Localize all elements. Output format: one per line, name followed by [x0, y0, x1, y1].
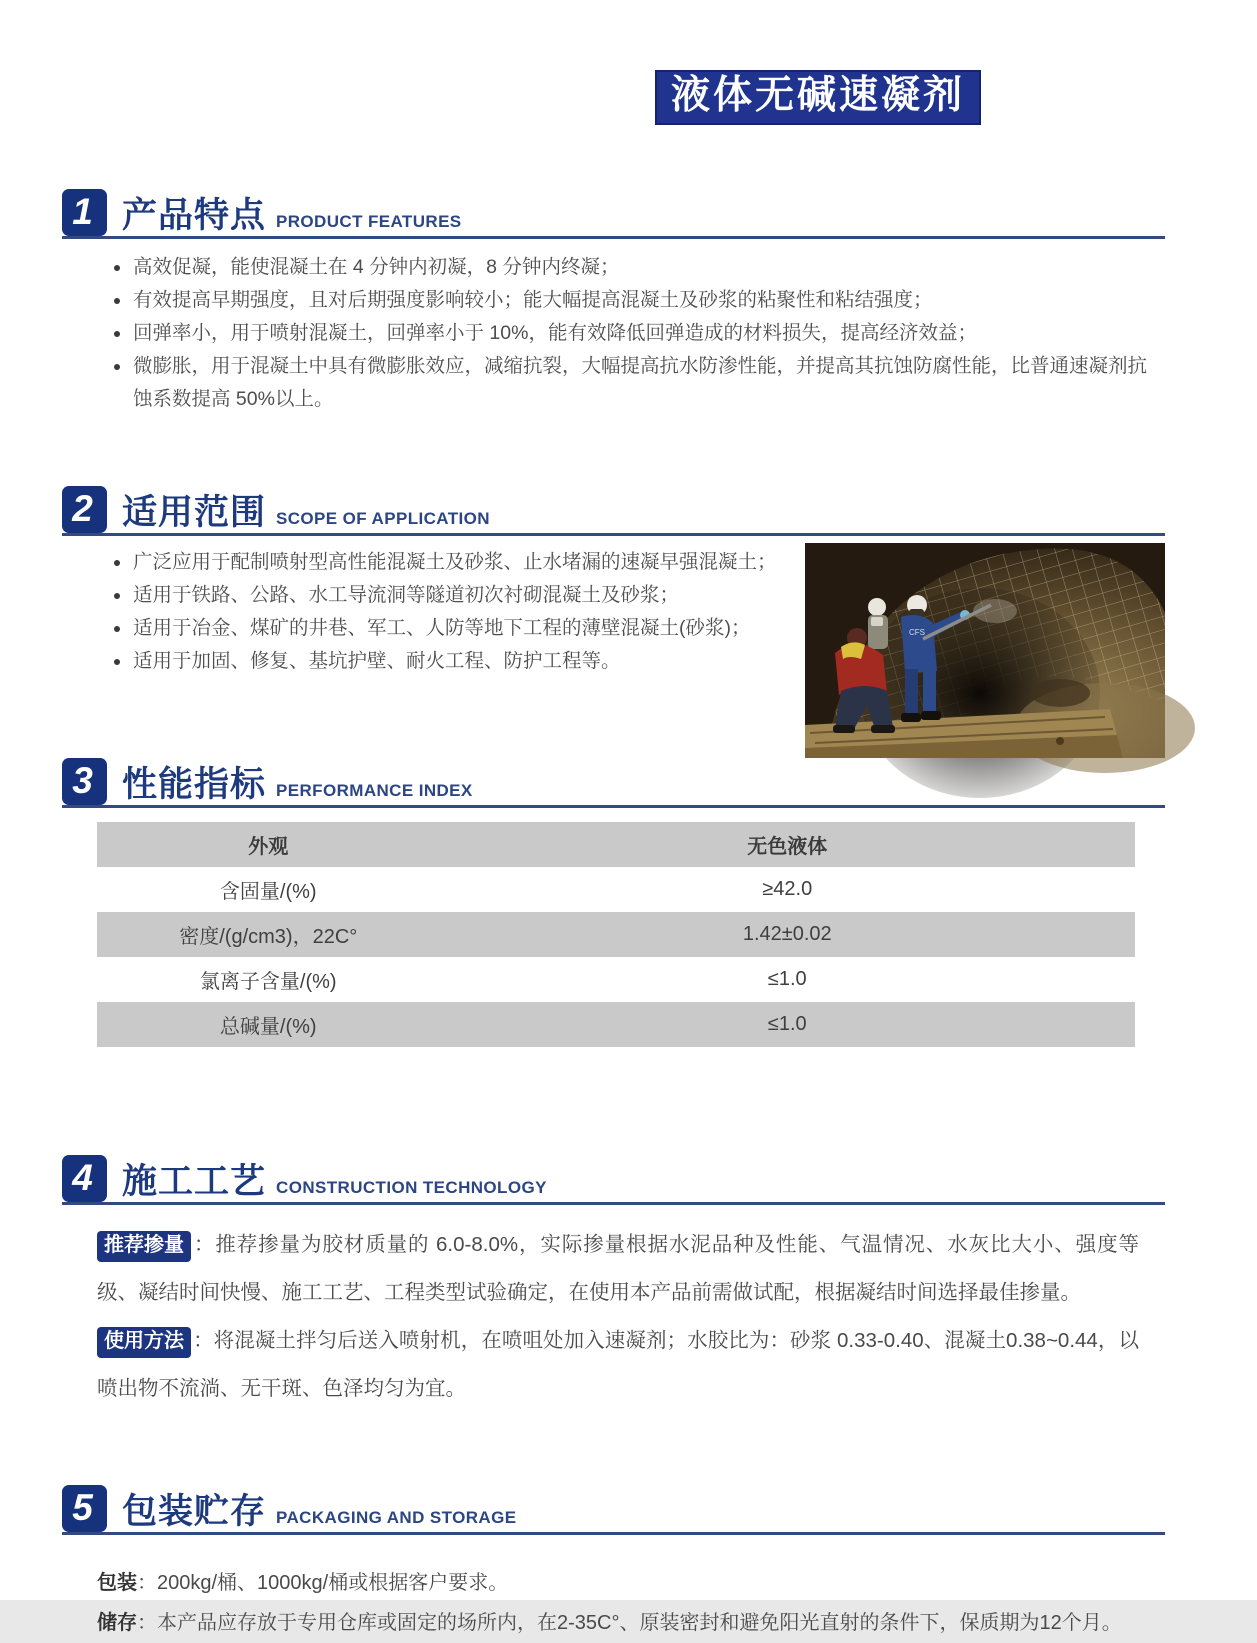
bullet-dot-icon: [114, 659, 120, 665]
table-row: [97, 822, 1135, 867]
section-title-cn: 性能指标: [122, 764, 267, 804]
bullet-dot-icon: [114, 560, 120, 566]
section-heading: [62, 1155, 1165, 1205]
list-item: [112, 317, 1165, 350]
list-item-text: 适用于加固、修复、基坑护壁、耐火工程、防护工程等。: [133, 649, 621, 672]
section-performance-index: [62, 758, 1165, 1047]
section-title-cn: 施工工艺: [122, 1161, 267, 1201]
table-row: [97, 912, 1135, 957]
table-cell-property: 含固量/(%): [219, 880, 317, 903]
list-item-text: 适用于铁路、公路、水工导流洞等隧道初次衬砌混凝土及砂浆；: [133, 583, 680, 606]
table-cell-value: ≥42.0: [762, 877, 813, 900]
list-item: [112, 612, 805, 645]
section-title-en: CONSTRUCTION TECHNOLOGY: [276, 1177, 547, 1197]
section-number-badge: 5: [62, 1485, 107, 1532]
section-product-features: [62, 189, 1165, 416]
table-cell-property: 总碱量/(%): [219, 1015, 317, 1038]
section-number-badge: 3: [62, 758, 107, 805]
table-cell-property: 外观: [248, 835, 289, 858]
section-scope-of-application: [62, 486, 1165, 758]
storage-label: 储存: [97, 1611, 137, 1634]
section-title-en: PACKAGING AND STORAGE: [276, 1507, 517, 1527]
packaging-line: [97, 1563, 1172, 1603]
bullet-dot-icon: [114, 626, 120, 632]
dosage-badge: 推荐掺量: [97, 1231, 191, 1262]
section-packaging-storage: [62, 1485, 1165, 1643]
list-item-text: 广泛应用于配制喷射型高性能混凝土及砂浆、止水堵漏的速凝早强混凝土；: [133, 550, 777, 573]
section-title-cn: 适用范围: [122, 492, 267, 532]
table-row: [97, 867, 1135, 912]
list-item: [112, 350, 1165, 416]
bullet-dot-icon: [114, 364, 120, 370]
section-construction-technology: [62, 1155, 1165, 1413]
section-title-cn: 包装贮存: [122, 1491, 267, 1531]
list-item: [112, 546, 805, 579]
section-number-badge: 4: [62, 1155, 107, 1202]
table-row: [97, 957, 1135, 1002]
tunnel-shotcrete-workers-photo: [805, 543, 1165, 758]
usage-badge: 使用方法: [97, 1327, 191, 1358]
bullet-dot-icon: [114, 331, 120, 337]
list-item-text: 微膨胀，用于混凝土中具有微膨胀效应，减缩抗裂，大幅提高抗水防渗性能，并提高其抗蚀防腐性能，比普通速凝剂抗蚀系数提高 50%以上。: [133, 354, 1148, 410]
list-item-text: 有效提高早期强度，且对后期强度影响较小；能大幅提高混凝土及砂浆的粘聚性和粘结强度；: [133, 288, 933, 311]
list-item: [112, 284, 1165, 317]
svg-text:CFS: CFS: [909, 627, 925, 637]
dosage-paragraph: [97, 1221, 1139, 1317]
list-item-text: 回弹率小，用于喷射混凝土，回弹率小于 10%，能有效降低回弹造成的材料损失，提高经济效益；: [133, 321, 977, 344]
section-title-en: SCOPE OF APPLICATION: [276, 508, 490, 528]
section-title-en: PRODUCT FEATURES: [276, 211, 462, 231]
section-number-badge: 2: [62, 486, 107, 533]
performance-table: [97, 822, 1135, 1047]
table-cell-value: 1.42±0.02: [742, 922, 832, 945]
storage-text: ：本产品应存放于专用仓库或固定的场所内，在2-35C°、原装密封和避免阳光直射的条件下，保质期为12个月。: [137, 1611, 1122, 1634]
paragraph-text: ：将混凝土拌匀后送入喷射机，在喷咀处加入速凝剂；水胶比为：砂浆 0.33-0.40、混凝土0.38~0.44，以喷出物不流淌、无干斑、色泽均匀为宜。: [97, 1328, 1139, 1400]
section-heading: [62, 1485, 1165, 1535]
table-cell-property: 氯离子含量/(%): [199, 970, 337, 993]
packaging-label: 包装: [97, 1571, 137, 1594]
table-cell-value: ≤1.0: [767, 967, 807, 990]
list-item: [112, 579, 805, 612]
packaging-text: ：200kg/桶、1000kg/桶或根据客户要求。: [137, 1571, 509, 1594]
bullet-dot-icon: [114, 593, 120, 599]
table-cell-value: ≤1.0: [767, 1012, 807, 1035]
bullet-dot-icon: [114, 298, 120, 304]
tunnel-photo-illustration: [805, 543, 1165, 758]
paragraph-text: ：推荐掺量为胶材质量的 6.0-8.0%，实际掺量根据水泥品种及性能、气温情况、水灰比大小、强度等级、凝结时间快慢、施工工艺、工程类型试验确定，在使用本产品前需做试配，根据凝结时间选择最佳掺量。: [97, 1232, 1139, 1304]
storage-line: [97, 1603, 1172, 1643]
application-list: [112, 546, 805, 678]
list-item: [112, 645, 805, 678]
list-item-text: 高效促凝，能使混凝土在 4 分钟内初凝，8 分钟内终凝；: [133, 255, 620, 278]
section-title-cn: 产品特点: [122, 195, 267, 235]
section-number-badge: 1: [62, 189, 107, 236]
bullet-dot-icon: [114, 265, 120, 271]
table-cell-value: 无色液体: [747, 835, 828, 858]
page-title: 液体无碱速凝剂: [655, 70, 981, 125]
section-title-en: PERFORMANCE INDEX: [276, 780, 473, 800]
feature-list: [112, 251, 1165, 416]
list-item: [112, 251, 1165, 284]
table-cell-property: 密度/(g/cm3)，22C°: [179, 925, 358, 948]
section-heading: [62, 189, 1165, 239]
section-heading: [62, 486, 1165, 536]
usage-paragraph: [97, 1317, 1139, 1413]
list-item-text: 适用于冶金、煤矿的井巷、军工、人防等地下工程的薄壁混凝土(砂浆)；: [133, 616, 751, 639]
table-row: [97, 1002, 1135, 1047]
